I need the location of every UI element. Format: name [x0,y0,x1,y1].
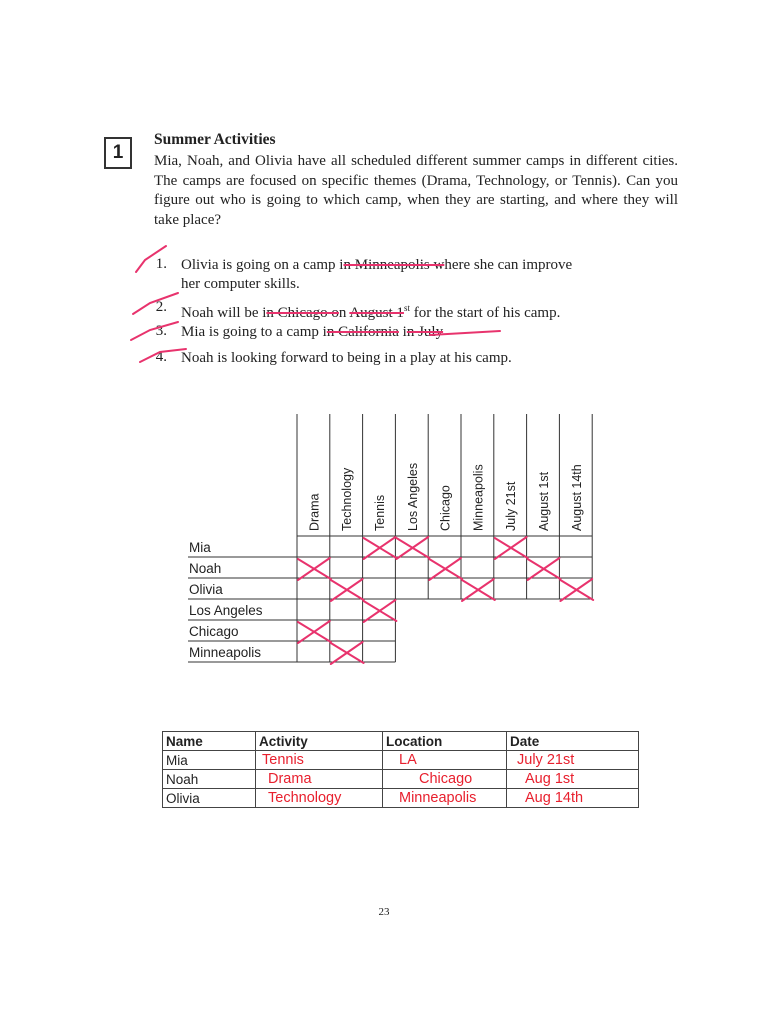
answer-activity: Drama [256,770,383,789]
grid-x-mark [331,642,364,664]
grid-column-label: July 21st [504,481,519,531]
grid-column-label: Los Angeles [405,462,420,531]
grid-row-label: Olivia [189,582,223,597]
grid-x-mark [429,558,462,580]
header-activity: Activity [256,732,383,751]
answer-table [162,731,639,808]
grid-row-label: Noah [189,561,222,576]
answer-activity: Technology [256,789,383,808]
page-number: 23 [378,906,390,918]
grid-column-label: August 1st [537,471,551,531]
answer-location: LA [383,751,507,770]
grid-row-label: Mia [189,540,211,555]
grid-x-mark [528,558,561,580]
clue-3-number: 3. [155,323,167,339]
table-row [163,751,639,770]
header-date: Date [507,732,639,751]
grid-x-mark [331,579,364,601]
answer-location: Chicago [383,770,507,789]
clue-1: Olivia is going on a camp in Minneapolis where she can improve her computer skills. [181,257,573,292]
clue-4: Noah is looking forward to being in a play at his camp. [181,350,512,366]
clue-4-number: 4. [155,349,167,365]
grid-x-mark [495,537,528,559]
grid-row-label: Minneapolis [189,645,262,660]
clue-3-struck-month: n July [406,324,444,340]
answer-name: Olivia [163,789,256,808]
answer-date: Aug 1st [507,770,639,789]
answer-activity: Tennis [256,751,383,770]
clue-2-number: 2. [155,299,167,315]
header-name: Name [163,732,256,751]
grid-x-mark [298,621,331,643]
clue-3-struck: n California [326,324,399,340]
answer-date: July 21st [507,751,639,770]
grid-column-label: Tennis [373,494,387,531]
grid-row-label: Chicago [189,624,239,639]
header-location: Location [383,732,507,751]
clue-1-struck: n Minneapolis w [343,257,445,273]
grid-x-mark [298,558,331,580]
puzzle-intro: Mia, Noah, and Olivia have all scheduled different summer camps in different cities. The camps are focused on specific themes (Drama, Technology, or Tennis). Can you figure out who is going to which camp, when they are starting, and where they will take place? [154,153,678,228]
clue-2: Noah will be in Chicago on August 1st for the start of his camp. [181,303,561,321]
grid-x-mark [364,537,397,559]
grid-column-label: August 14th [569,464,584,531]
clue-1-number: 1. [155,256,167,272]
grid-column-label: Technology [340,467,355,531]
clue-2-struck: n Chicago o [266,305,339,321]
grid-column-label: Minneapolis [471,464,486,531]
grid-x-mark [396,537,429,559]
answer-location: Minneapolis [383,789,507,808]
table-row [163,770,639,789]
clue-1-line2: her computer skills. [181,276,300,292]
grid-column-label: Chicago [438,485,453,531]
answer-header-row [163,732,639,751]
table-row [163,789,639,808]
grid-x-mark [462,579,495,601]
clue-3: Mia is going to a camp in California in July [181,324,444,340]
answer-name: Noah [163,770,256,789]
answer-name: Mia [163,751,256,770]
clue-2-struck-date: August 1 [349,305,404,321]
answer-date: Aug 14th [507,789,639,808]
grid-column-label: Drama [307,493,322,531]
grid-x-mark [364,600,397,622]
puzzle-title: Summer Activities [154,131,276,148]
grid-x-mark [560,579,593,601]
puzzle-number-box: 1 [104,137,132,169]
grid-row-label: Los Angeles [189,603,263,618]
